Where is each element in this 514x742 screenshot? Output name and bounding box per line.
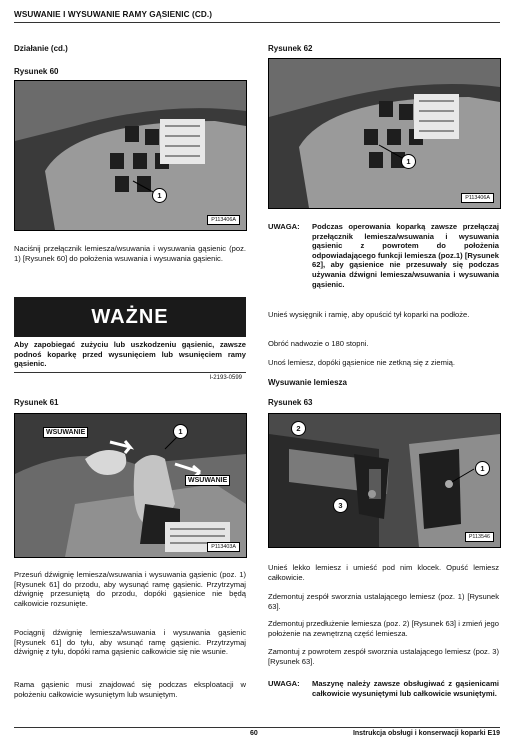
important-rule xyxy=(14,372,246,373)
right-paragraph-5: Zdemontuj zespół sworznia ustalającego lemiesz (poz. 1) [Rysunek 63]. xyxy=(268,592,499,611)
figure-61-photo xyxy=(14,413,247,558)
figure-61-code: P113403A xyxy=(207,542,240,552)
figure-63-callout-2: 2 xyxy=(291,421,306,436)
figure-60-title: Rysunek 60 xyxy=(14,67,59,76)
important-heading: WAŻNE xyxy=(14,297,246,337)
figure-63-callout-1: 1 xyxy=(475,461,490,476)
subheading-blade-extension: Wysuwanie lemiesza xyxy=(268,378,347,387)
right-paragraph-2: Obróć nadwozie o 180 stopni. xyxy=(268,339,369,348)
left-paragraph-1: Naciśnij przełącznik lemiesza/wsuwania i wysuwania gąsienic (poz. 1) [Rysunek 60] do położenia wsuwania i wysuwania gąsienic. xyxy=(14,244,246,263)
figure-62-title: Rysunek 62 xyxy=(268,44,313,53)
right-paragraph-4: Unieś lekko lemiesz i umieść pod nim klocek. Opuść lemiesz całkowicie. xyxy=(268,563,499,582)
figure-62-photo xyxy=(268,58,501,209)
figure-61-title: Rysunek 61 xyxy=(14,398,59,407)
switch-panel-illustration-2 xyxy=(269,59,500,208)
figure-61-callout-1: 1 xyxy=(173,424,188,439)
page-header-title: WSUWANIE I WYSUWANIE RAMY GĄSIENIC (CD.) xyxy=(14,10,213,19)
note-2-label: UWAGA: xyxy=(268,679,300,688)
note-1-text: Podczas operowania koparką zawsze przełączaj przełącznik lemiesza/wsuwania i wysuwania gąsienic z powrotem do położenia odpowiadającego funkcji lemiesza (poz.1) [Rysunek 62], aby gąsienice nie przesuwały się podczas używania dźwigni lemiesza/wsuwania i wysuwania gąsienic. xyxy=(312,222,499,289)
figure-62-code: P113406A xyxy=(461,193,494,203)
figure-61-label-right: WSUWANIE xyxy=(185,475,230,486)
left-paragraph-4: Rama gąsienic musi znajdować się podczas eksploatacji w położeniu całkowicie wysuniętym lub wsuniętym. xyxy=(14,680,246,699)
switch-panel-illustration xyxy=(15,81,246,230)
right-paragraph-3: Unoś lemiesz, dopóki gąsienice nie zetkną się z ziemią. xyxy=(268,358,455,367)
figure-62-callout-1: 1 xyxy=(401,154,416,169)
figure-63-photo xyxy=(268,413,501,548)
figure-61-label-left: WSUWANIE xyxy=(43,427,88,438)
figure-60-callout-1: 1 xyxy=(152,188,167,203)
header-rule xyxy=(14,22,500,23)
figure-63-callout-3: 3 xyxy=(333,498,348,513)
footer-title: Instrukcja obsługi i konserwacji koparki E19 xyxy=(352,730,500,737)
left-paragraph-2: Przesuń dźwignię lemiesza/wsuwania i wysuwania gąsienic (poz. 1) [Rysunek 61] do przodu, aby wysunąć ramę gąsienic. Przytrzymaj dźwignię przesuniętą do przodu, dopóki gąsienice nie będą całkowicie rozsunięte. xyxy=(14,570,246,608)
figure-63-code: P113546 xyxy=(465,532,494,542)
note-2-text: Maszynę należy zawsze obsługiwać z gąsienicami całkowicie wysuniętymi lub całkowicie wsuniętymi. xyxy=(312,679,499,698)
left-paragraph-3: Pociągnij dźwignię lemiesza/wsuwania i wysuwania gąsienic [Rysunek 61] do tyłu, aby wsunąć ramę gąsienic. Przytrzymaj dźwignię z tyłu, dopóki rama gąsienic całkowicie się nie wsunie. xyxy=(14,628,246,657)
figure-60-code: P113406A xyxy=(207,215,240,225)
important-text: Aby zapobiegać zużyciu lub uszkodzeniu gąsienic, zawsze podnoś koparkę przed wysunięciem lub wsunięciem ramy gąsienic. xyxy=(14,340,246,369)
right-paragraph-7: Zamontuj z powrotem zespół sworznia ustalającego lemiesz (poz. 3) [Rysunek 63]. xyxy=(268,647,499,666)
right-paragraph-1: Unieś wysięgnik i ramię, aby opuścić tył koparki na podłoże. xyxy=(268,310,470,319)
figure-60-photo xyxy=(14,80,247,231)
page-number: 60 xyxy=(250,730,258,737)
footer-rule xyxy=(14,727,500,728)
note-1-label: UWAGA: xyxy=(268,222,300,231)
section-label: Działanie (cd.) xyxy=(14,44,68,53)
important-code: I-2193-0599 xyxy=(209,375,242,381)
right-paragraph-6: Zdemontuj przedłużenie lemiesza (poz. 2) [Rysunek 63] i zmień jego położenie na zewnętrzną część lemiesza. xyxy=(268,619,499,638)
figure-63-title: Rysunek 63 xyxy=(268,398,313,407)
